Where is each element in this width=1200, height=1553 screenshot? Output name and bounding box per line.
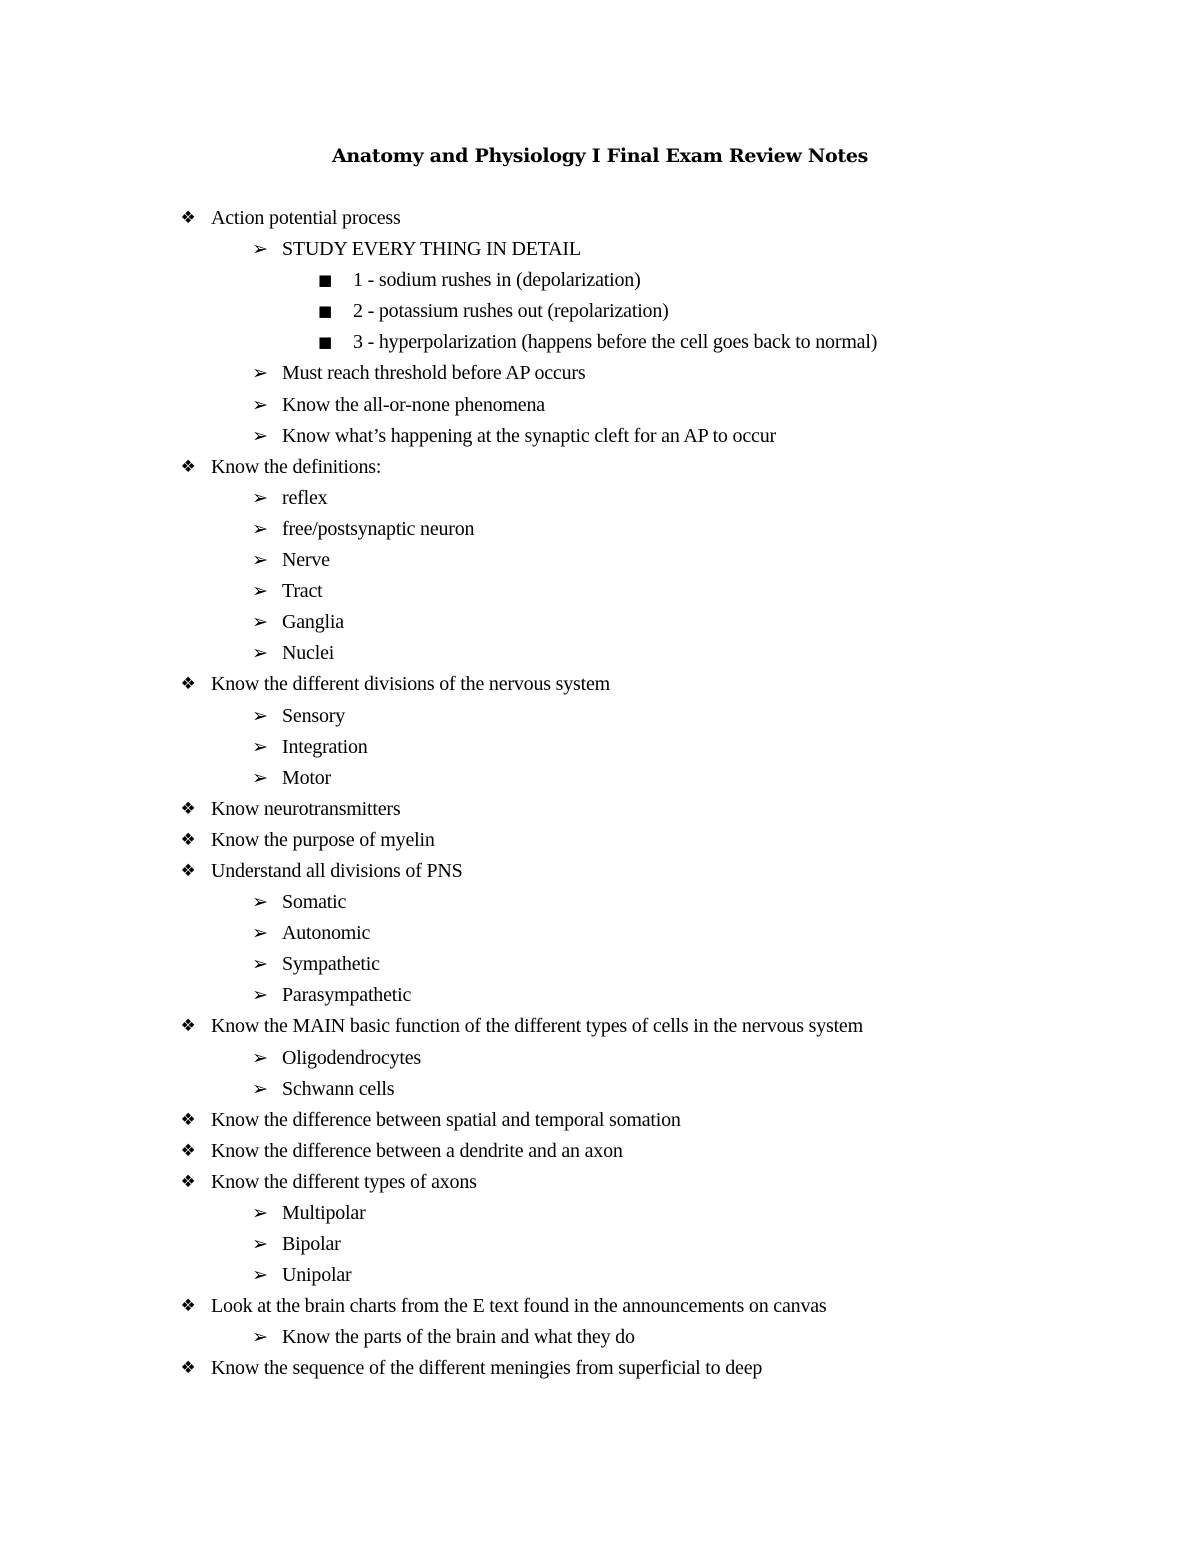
outline-item-text: Know the different divisions of the nervous system [211,673,611,696]
arrowhead-bullet-icon: ➢ [252,642,268,665]
outline-item-level-1 [0,358,1200,389]
outline-item-text: Know what’s happening at the synaptic cleft for an AP to occur [282,424,776,447]
arrowhead-bullet-icon: ➢ [252,393,268,416]
diamond-bullet-icon: ❖ [180,456,196,477]
diamond-bullet-icon: ❖ [180,1109,196,1130]
outline-item-level-1 [0,701,1200,732]
outline-item-text: Multipolar [282,1202,366,1224]
diamond-bullet-icon: ❖ [180,1140,196,1161]
arrowhead-bullet-icon: ➢ [252,424,268,447]
outline-item-level-1 [0,607,1200,638]
arrowhead-bullet-icon: ➢ [252,984,268,1007]
outline-item-text: 1 - sodium rushes in (depolarization) [353,269,641,292]
outline-item-level-1 [0,980,1200,1011]
outline-item-text: Know the MAIN basic function of the different types of cells in the nervous system [211,1015,863,1038]
outline-item-level-2 [0,327,1200,358]
outline-item-level-0 [0,1011,1200,1042]
outline-item-text: Know the difference between spatial and temporal somation [211,1108,681,1131]
arrowhead-bullet-icon: ➢ [252,549,268,572]
outline-item-level-1 [0,887,1200,918]
outline-item-level-1 [0,1322,1200,1353]
diamond-bullet-icon: ❖ [180,829,196,850]
outline-item-text: Oligodendrocytes [282,1046,421,1069]
outline-item-text: 3 - hyperpolarization (happens before the cell goes back to normal) [353,331,878,354]
outline-item-text: Know the sequence of the different meningies from superficial to deep [211,1357,763,1380]
outline-item-level-1 [0,390,1200,421]
outline-item-level-0 [0,203,1200,234]
outline-item-text: Bipolar [282,1233,341,1256]
outline-item-level-0 [0,1353,1200,1384]
arrowhead-bullet-icon: ➢ [252,1264,268,1287]
arrowhead-bullet-icon: ➢ [252,1326,268,1349]
outline-item-text: 2 - potassium rushes out (repolarization) [353,300,669,323]
outline-item-text: free/postsynaptic neuron [282,517,475,540]
outline-item-level-1 [0,576,1200,607]
outline-item-text: Nuclei [282,642,335,665]
outline-item-level-1 [0,483,1200,514]
outline-item-text: Know neurotransmitters [211,797,401,820]
diamond-bullet-icon: ❖ [180,798,196,819]
outline-item-text: Schwann cells [282,1077,395,1100]
outline-item-level-1 [0,732,1200,763]
diamond-bullet-icon: ❖ [180,208,196,228]
outline-item-level-1 [0,1074,1200,1105]
arrowhead-bullet-icon: ➢ [252,486,268,509]
diamond-bullet-icon: ❖ [180,674,196,695]
outline-item-text: Sensory [282,704,346,727]
outline-item-level-0 [0,1136,1200,1167]
outline-item-level-1 [0,1043,1200,1074]
arrowhead-bullet-icon: ➢ [252,922,268,945]
outline-item-level-1 [0,918,1200,949]
outline-item-level-0 [0,794,1200,825]
document-title: Anatomy and Physiology I Final Exam Review Notes [331,145,869,167]
outline-item-text: Look at the brain charts from the E text found in the announcements on canvas [211,1295,827,1318]
outline-item-level-1 [0,1260,1200,1291]
outline-item-level-1 [0,638,1200,669]
outline-item-text: reflex [282,486,328,509]
outline-item-level-0 [0,1167,1200,1198]
outline-item-level-0 [0,825,1200,856]
arrowhead-bullet-icon: ➢ [252,735,268,758]
outline-item-level-2 [0,296,1200,327]
outline-item-level-0 [0,1105,1200,1136]
outline-item-text: Sympathetic [282,953,380,976]
outline-item-level-0 [0,856,1200,887]
outline-item-text: Motor [282,766,332,789]
diamond-bullet-icon: ❖ [180,1016,196,1037]
arrowhead-bullet-icon: ➢ [252,704,268,727]
outline-item-text: Integration [282,735,368,758]
square-bullet-icon: ■ [318,333,332,352]
diamond-bullet-icon: ❖ [180,1296,196,1317]
outline-item-level-1 [0,763,1200,794]
arrowhead-bullet-icon: ➢ [252,1046,268,1069]
arrowhead-bullet-icon: ➢ [252,1202,268,1224]
outline-item-text: Know the difference between a dendrite and an axon [211,1139,623,1162]
outline-item-text: Know the different types of axons [211,1170,477,1193]
outline-item-level-1 [0,545,1200,576]
outline-item-text: Know the purpose of myelin [211,828,435,851]
outline-item-level-1 [0,514,1200,545]
outline-item-text: Know the all-or-none phenomena [282,393,545,416]
arrowhead-bullet-icon: ➢ [252,891,268,914]
diamond-bullet-icon: ❖ [180,860,196,881]
outline-item-text: Know the definitions: [211,455,382,478]
outline-item-level-0 [0,452,1200,483]
outline-item-level-1 [0,234,1200,265]
arrowhead-bullet-icon: ➢ [252,611,268,634]
arrowhead-bullet-icon: ➢ [252,953,268,976]
diamond-bullet-icon: ❖ [180,1358,196,1379]
outline-item-level-1 [0,1198,1200,1229]
review-outline [0,203,1200,1385]
arrowhead-bullet-icon: ➢ [252,238,268,261]
outline-item-level-1 [0,421,1200,452]
outline-item-text: Ganglia [282,611,344,634]
outline-item-level-0 [0,669,1200,700]
arrowhead-bullet-icon: ➢ [252,517,268,540]
arrowhead-bullet-icon: ➢ [252,580,268,603]
arrowhead-bullet-icon: ➢ [252,766,268,789]
outline-item-text: Unipolar [282,1264,352,1287]
outline-item-level-1 [0,949,1200,980]
outline-item-text: Action potential process [211,207,401,229]
square-bullet-icon: ■ [318,271,332,290]
outline-item-text: Tract [282,580,323,603]
arrowhead-bullet-icon: ➢ [252,1233,268,1256]
outline-item-level-0 [0,1291,1200,1322]
outline-item-text: Understand all divisions of PNS [211,859,463,882]
outline-item-text: STUDY EVERY THING IN DETAIL [282,238,581,261]
arrowhead-bullet-icon: ➢ [252,1077,268,1100]
outline-item-text: Must reach threshold before AP occurs [282,362,586,385]
outline-item-text: Nerve [282,549,330,572]
outline-item-text: Somatic [282,891,347,914]
square-bullet-icon: ■ [318,302,332,321]
outline-item-text: Know the parts of the brain and what they do [282,1326,635,1349]
outline-item-level-2 [0,265,1200,296]
outline-item-text: Autonomic [282,922,371,945]
diamond-bullet-icon: ❖ [180,1171,196,1192]
arrowhead-bullet-icon: ➢ [252,362,268,385]
outline-item-level-1 [0,1229,1200,1260]
outline-item-text: Parasympathetic [282,984,412,1007]
